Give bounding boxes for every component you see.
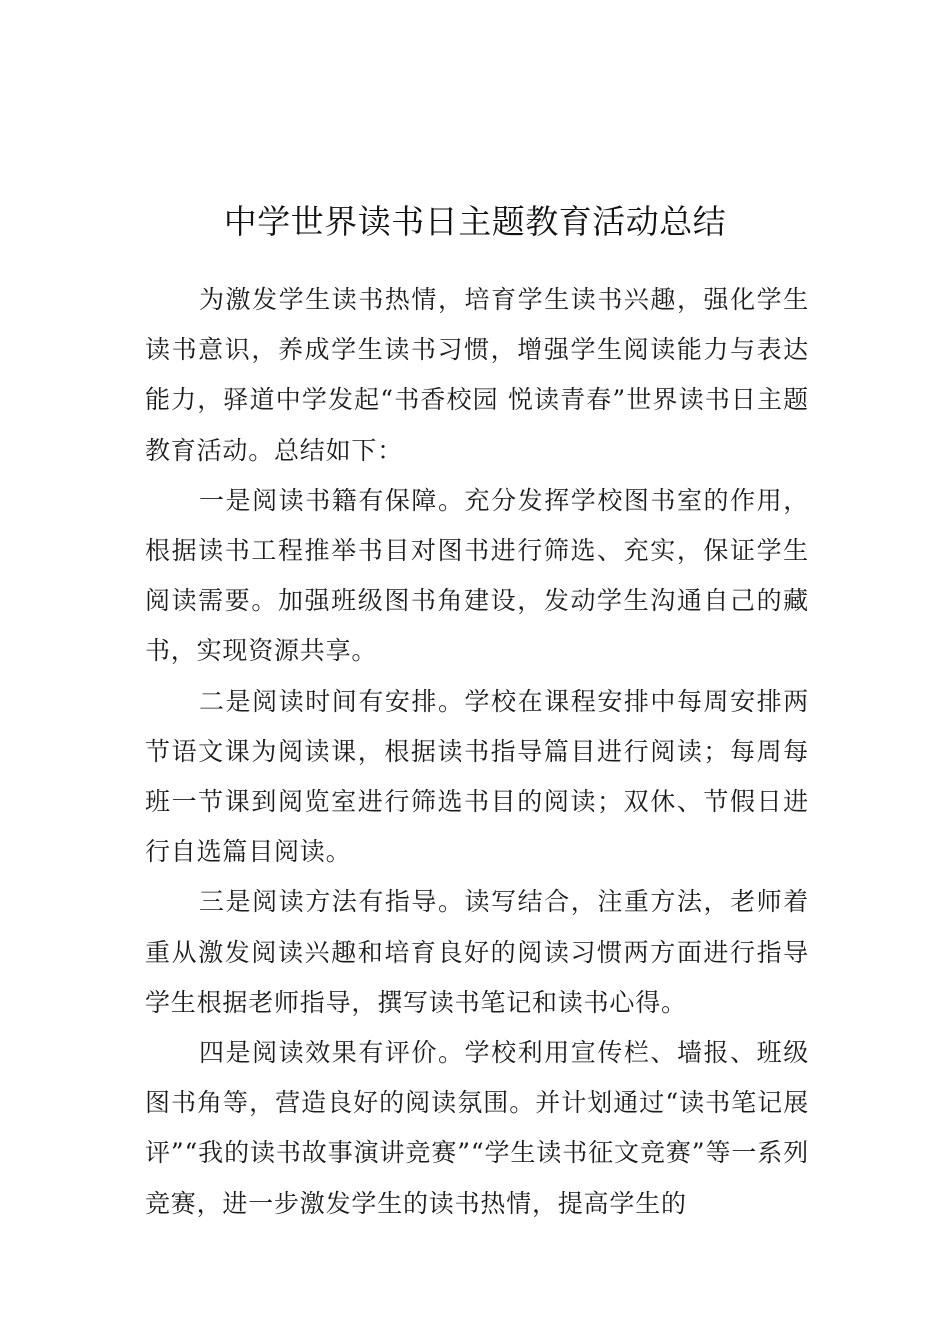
document-body [145,275,809,1229]
paragraph-time: 二是阅读时间有安排。学校在课程安排中每周安排两节语文课为阅读课，根据读书指导篇目进行阅读；每周每班一节课到阅览室进行筛选书目的阅读；双休、节假日进行自选篇目阅读。 [145,686,809,867]
paragraph-books: 一是阅读书籍有保障。充分发挥学校图书室的作用，根据读书工程推举书目对图书进行筛选、充实，保证学生阅读需要。加强班级图书角建设，发动学生沟通自己的藏书，实现资源共享。 [145,485,809,666]
document-title: 中学世界读书日主题教育活动总结 [223,202,727,242]
paragraph-method: 三是阅读方法有指导。读写结合，注重方法，老师着重从激发阅读兴趣和培育良好的阅读习惯两方面进行指导学生根据老师指导，撰写读书笔记和读书心得。 [145,887,809,1017]
paragraph-evaluation: 四是阅读效果有评价。学校利用宣传栏、墙报、班级图书角等，营造良好的阅读氛围。并计划通过“读书笔记展评”“我的读书故事演讲竞赛”“学生读书征文竞赛”等一系列竞赛，进一步激发学生的读书热情，提高学生的 [145,1038,809,1218]
paragraph-intro: 为激发学生读书热情，培育学生读书兴趣，强化学生读书意识，养成学生读书习惯，增强学生阅读能力与表达能力，驿道中学发起“书香校园 悦读青春”世界读书日主题教育活动。总结如下： [145,285,809,465]
